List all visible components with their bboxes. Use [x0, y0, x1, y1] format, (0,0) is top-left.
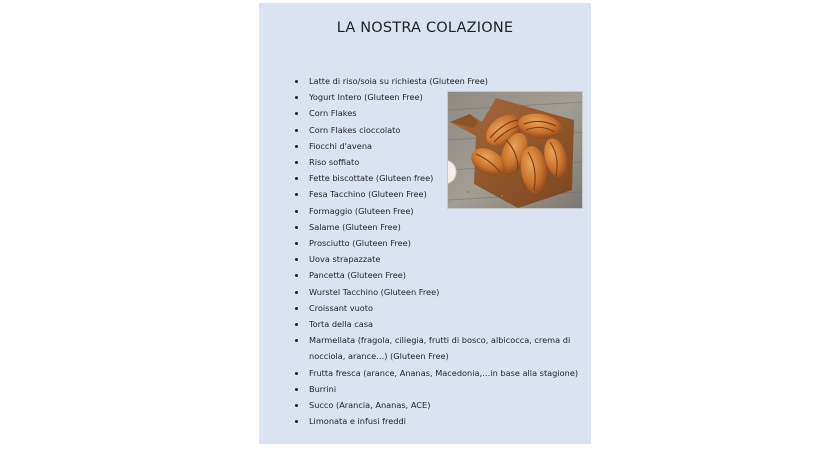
document-page [259, 3, 591, 444]
list-item: • Croissant vuoto [307, 300, 592, 316]
croissants-photo [447, 91, 583, 209]
list-item: • Uova strapazzate [307, 251, 592, 267]
list-item: • Corn Flakes [307, 105, 592, 121]
list-item: • Formaggio (Gluteen Free) [307, 203, 592, 219]
list-item: • Riso soffiato [307, 154, 592, 170]
list-item: • Corn Flakes cioccolato [307, 122, 592, 138]
list-item: • Wurstel Tacchino (Gluteen Free) [307, 284, 592, 300]
list-item: • Limonata e infusi freddi [307, 413, 592, 429]
list-item: • Torta della casa [307, 316, 592, 332]
list-item: • Fiocchi d'avena [307, 138, 592, 154]
list-item: • Frutta fresca (arance, Ananas, Macedonia,…in base alla stagione) [307, 365, 592, 381]
list-item: • Fesa Tacchino (Gluteen Free) [307, 186, 592, 202]
list-item: • Prosciutto (Gluteen Free) [307, 235, 592, 251]
croissants-photo-icon [448, 92, 583, 209]
list-item: • Burrini [307, 381, 592, 397]
list-item: • Fette biscottate (Gluteen free) [307, 170, 592, 186]
list-item: • Succo (Arancia, Ananas, ACE) [307, 397, 592, 413]
list-item: • Marmellata (fragola, ciliegia, frutti di bosco, albicocca, crema di nocciola, arance…) (Gluteen Free) [307, 332, 592, 364]
list-item: • Pancetta (Gluteen Free) [307, 267, 592, 283]
list-item: • Salame (Gluteen Free) [307, 219, 592, 235]
list-item: • Latte di riso/soia su richiesta (Gluteen Free) [307, 73, 592, 89]
page-title: LA NOSTRA COLAZIONE [336, 20, 514, 36]
list-item: • Yogurt Intero (Gluteen Free) [307, 89, 592, 105]
